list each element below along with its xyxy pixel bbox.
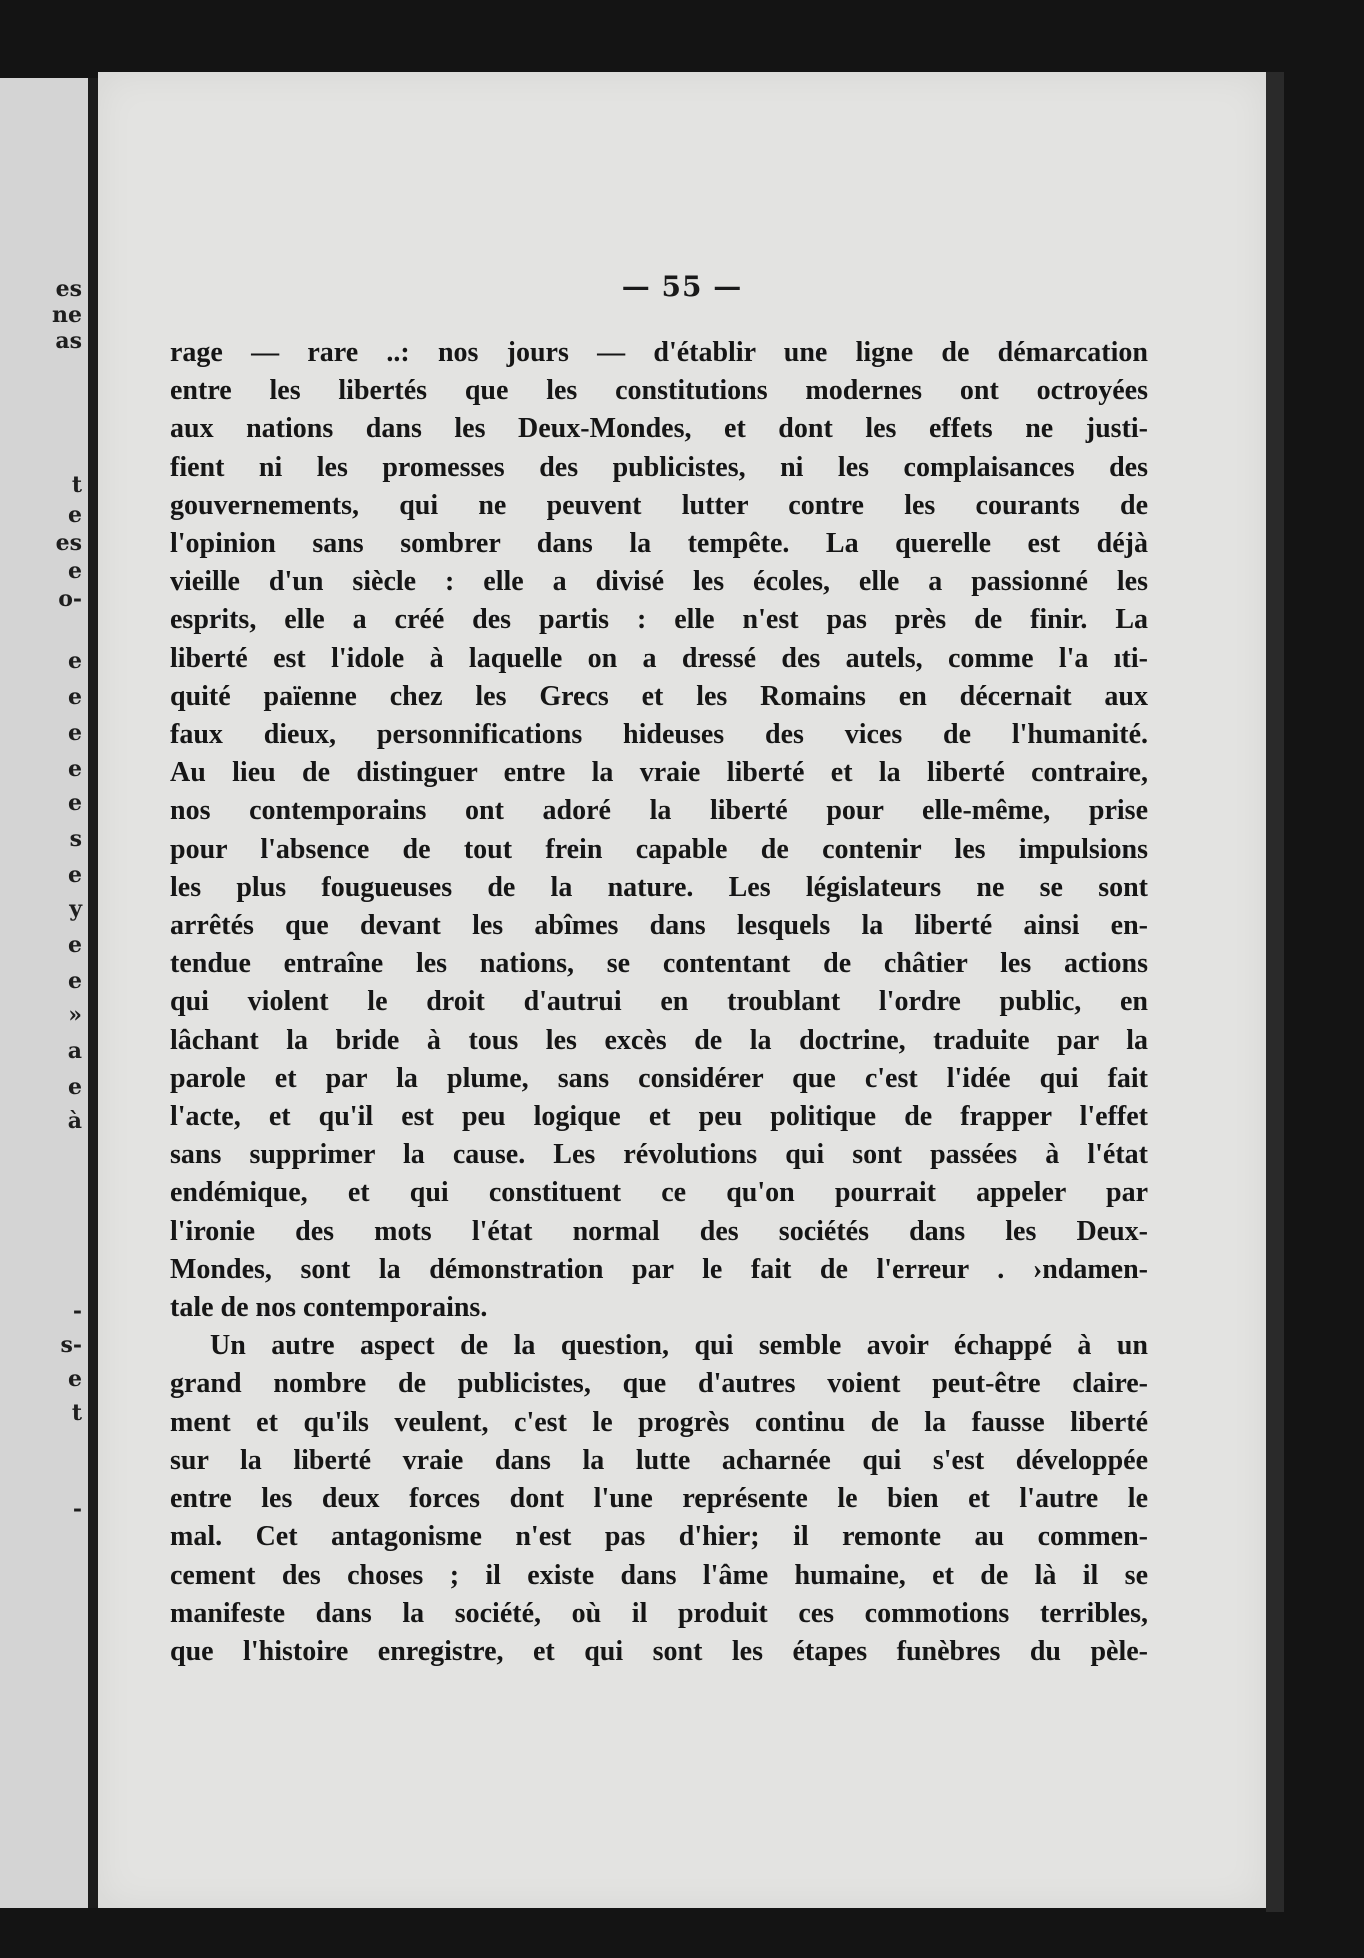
left-fragment: es [55, 276, 82, 302]
text-line: Mondes, sont la démonstration par le fait de l'erreur . ›ndamen- [170, 1253, 1148, 1285]
text-line: gouvernements, qui ne peuvent lutter contre les courants de [170, 489, 1148, 521]
left-fragment: e [68, 684, 82, 710]
text-line: tale de nos contemporains. [170, 1292, 488, 1324]
left-fragment: - [72, 1298, 82, 1324]
left-fragment: - [72, 1496, 82, 1522]
left-fragment: e [68, 502, 82, 528]
left-fragment: » [68, 1002, 82, 1028]
text-line: aux nations dans les Deux-Mondes, et dont les effets ne justi- [170, 413, 1148, 445]
text-line: rage — rare ..: nos jours — d'établir une ligne de démarcation [170, 337, 1148, 368]
left-fragment: o- [58, 586, 82, 612]
left-neighbour-page [0, 78, 88, 1908]
left-fragment: as [55, 328, 82, 354]
left-fragment: e [68, 756, 82, 782]
left-fragment: es [55, 530, 82, 556]
paragraph [170, 1327, 1148, 1671]
text-line: Au lieu de distinguer entre la vraie liberté et la liberté contraire, [170, 757, 1148, 789]
page-number: — 55 — [621, 270, 743, 303]
text-line: l'acte, et qu'il est peu logique et peu politique de frapper l'effet [170, 1101, 1148, 1133]
paragraph [170, 334, 1148, 1327]
book-page [98, 72, 1266, 1908]
left-fragment: s [69, 826, 82, 852]
left-fragment: e [68, 720, 82, 746]
left-fragment: e [68, 862, 82, 888]
left-fragment: y [69, 896, 82, 922]
text-line: sur la liberté vraie dans la lutte acharnée qui s'est développée [170, 1444, 1148, 1476]
text-line: faux dieux, personnifications hideuses des vices de l'humanité. [170, 719, 1148, 751]
text-line: esprits, elle a créé des partis : elle n'est pas près de finir. La [170, 604, 1148, 636]
text-line: parole et par la plume, sans considérer que c'est l'idée qui fait [170, 1062, 1148, 1094]
text-line: pour l'absence de tout frein capable de contenir les impulsions [170, 833, 1148, 865]
text-line: lâchant la bride à tous les excès de la doctrine, traduite par la [170, 1024, 1148, 1056]
text-line: l'opinion sans sombrer dans la tempête. La querelle est déjà [170, 528, 1148, 560]
text-line: entre les libertés que les constitutions modernes ont octroyées [170, 375, 1148, 407]
text-line: endémique, et qui constituent ce qu'on pourrait appeler par [170, 1177, 1148, 1209]
left-fragment: e [68, 558, 82, 584]
left-fragment: s- [60, 1332, 82, 1358]
left-fragment: t [71, 472, 82, 498]
left-fragment: e [68, 1074, 82, 1100]
left-fragment: e [68, 1366, 82, 1392]
text-line: entre les deux forces dont l'une représente le bien et l'autre le [170, 1483, 1148, 1515]
left-fragment: e [68, 932, 82, 958]
text-line: manifeste dans la société, où il produit ces commotions terribles, [170, 1597, 1148, 1629]
text-line: tendue entraîne les nations, se contentant de châtier les actions [170, 948, 1148, 980]
text-line: arrêtés que devant les abîmes dans lesquels la liberté ainsi en- [170, 910, 1148, 942]
text-line: fient ni les promesses des publicistes, ni les complaisances des [170, 451, 1148, 483]
text-line: quité païenne chez les Grecs et les Romains en décernait aux [170, 680, 1148, 712]
text-line: les plus fougueuses de la nature. Les législateurs ne se sont [170, 871, 1148, 903]
text-line: sans supprimer la cause. Les révolutions qui sont passées à l'état [170, 1139, 1148, 1171]
left-fragment: e [68, 790, 82, 816]
left-fragment: à [67, 1108, 82, 1134]
text-line: mal. Cet antagonisme n'est pas d'hier; il remonte au commen- [170, 1521, 1148, 1553]
text-line: cement des choses ; il existe dans l'âme humaine, et de là il se [170, 1559, 1148, 1591]
text-line: que l'histoire enregistre, et qui sont les étapes funèbres du pèle- [170, 1635, 1148, 1667]
book-gutter [88, 78, 98, 1908]
left-fragment: a [67, 1038, 82, 1064]
left-fragment: e [68, 648, 82, 674]
text-line: qui violent le droit d'autrui en troublant l'ordre public, en [170, 986, 1148, 1018]
text-line: grand nombre de publicistes, que d'autres voient peut-être claire- [170, 1368, 1148, 1400]
text-line: liberté est l'idole à laquelle on a dressé des autels, comme l'a ıti- [170, 642, 1148, 674]
text-line: Un autre aspect de la question, qui semble avoir échappé à un [210, 1330, 1148, 1362]
text-line: nos contemporains ont adoré la liberté pour elle-même, prise [170, 795, 1148, 827]
page-right-edge [1266, 72, 1284, 1912]
text-line: l'ironie des mots l'état normal des sociétés dans les Deux- [170, 1215, 1148, 1247]
left-fragment: t [71, 1400, 82, 1426]
text-line: ment et qu'ils veulent, c'est le progrès continu de la fausse liberté [170, 1406, 1148, 1438]
page-body-text [170, 334, 1148, 1671]
left-fragment: e [68, 968, 82, 994]
text-line: vieille d'un siècle : elle a divisé les écoles, elle a passionné les [170, 566, 1148, 598]
left-fragment: ne [52, 302, 82, 328]
